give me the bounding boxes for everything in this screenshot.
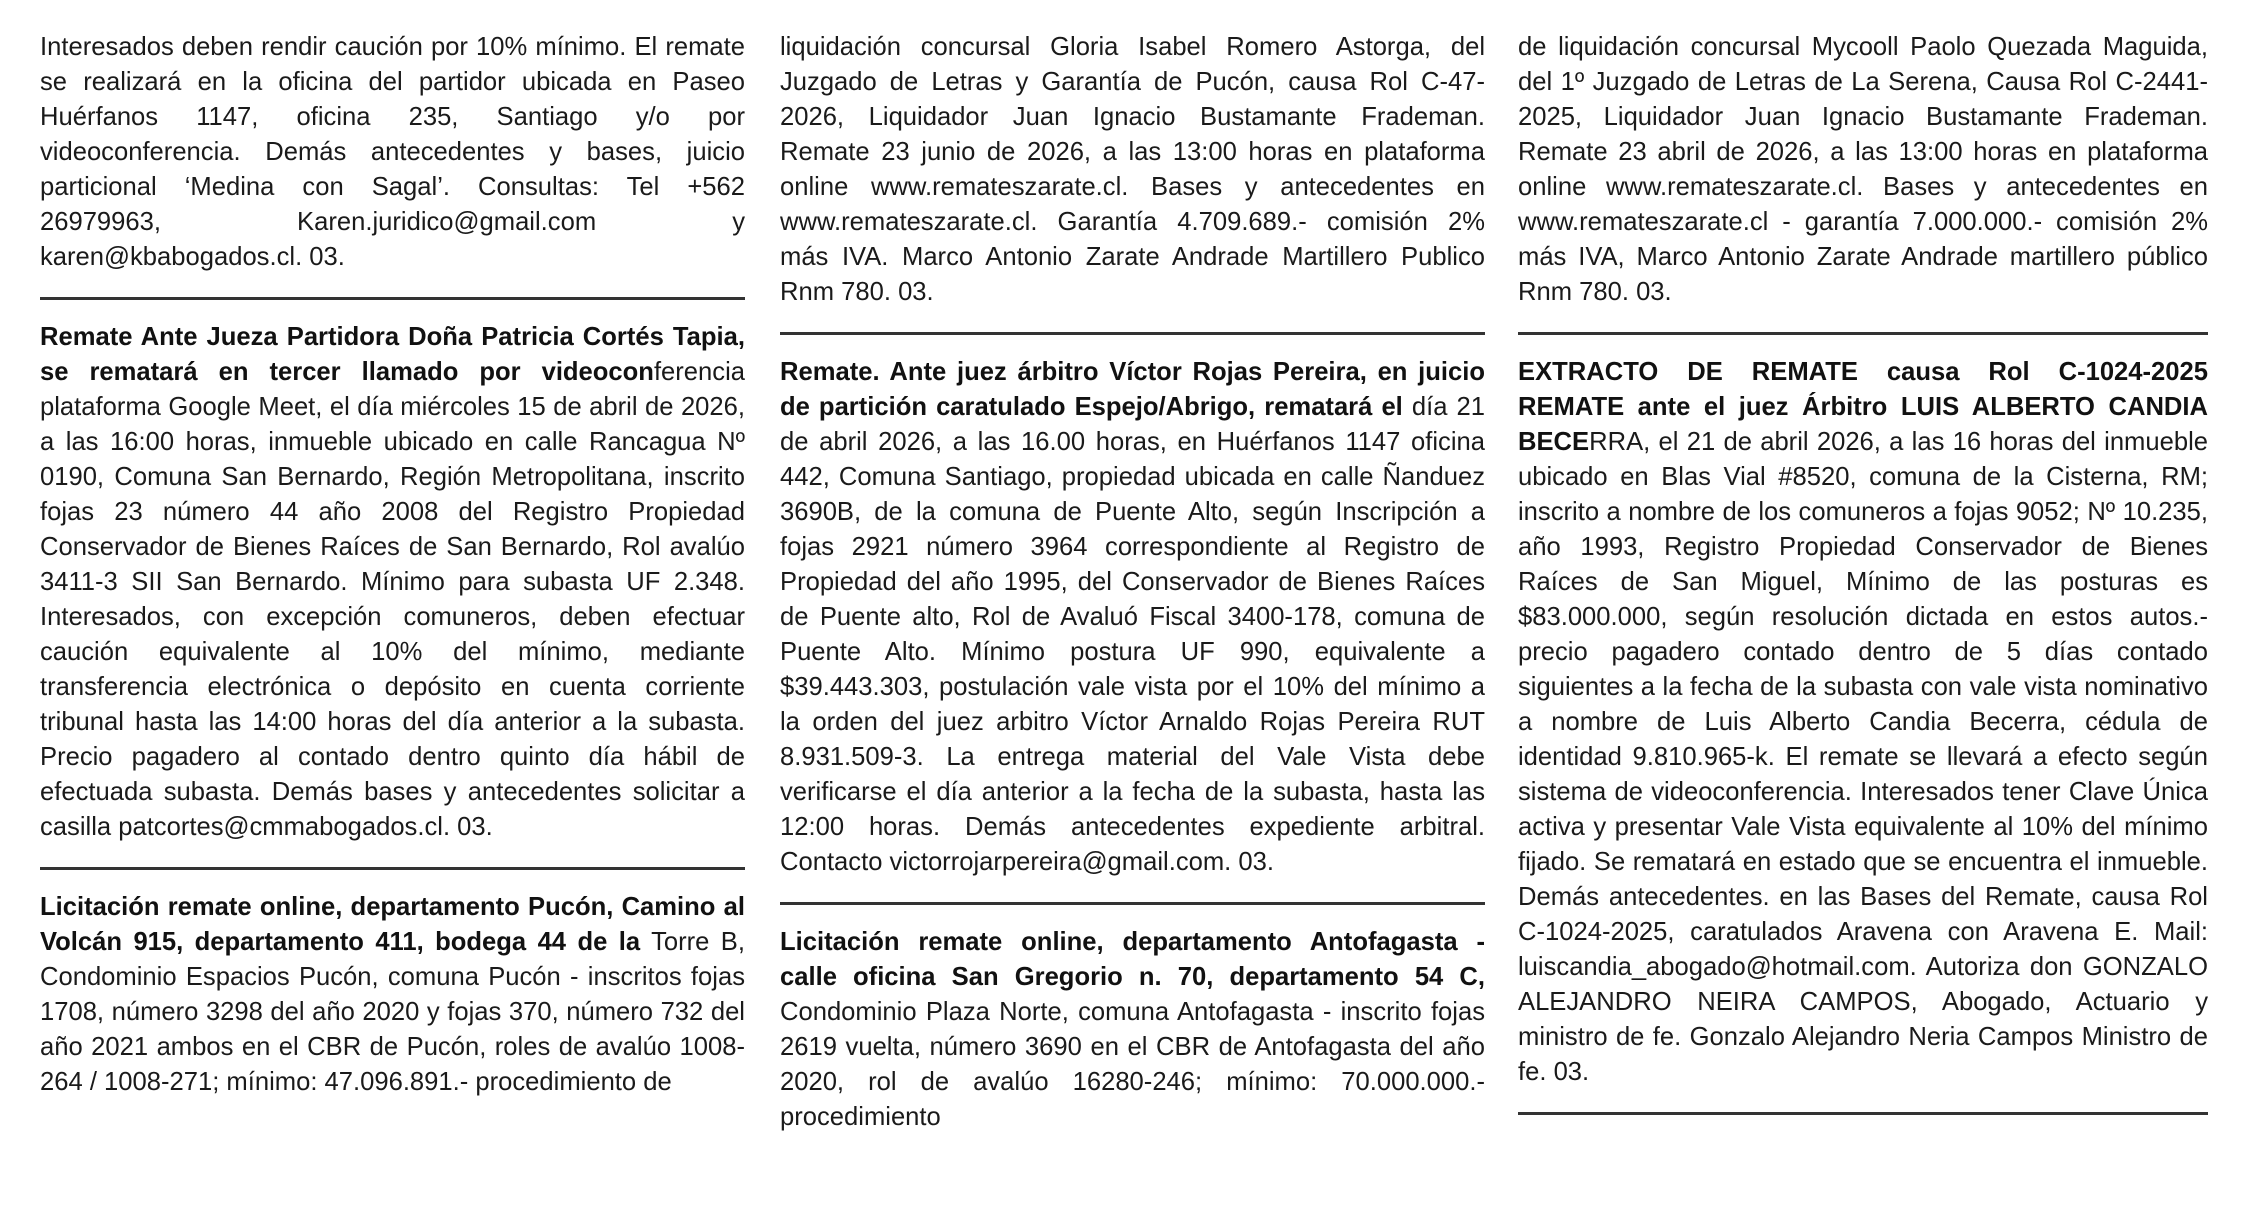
notice-cortes-tapia [40, 320, 745, 845]
notice-body: día 21 de abril 2026, a las 16.00 horas, en Huérfanos 1147 oficina 442, Comuna Santiago, propiedad ubicada en calle Ñanduez 3690B, de la comuna de Puente Alto, según Inscripción a fojas 2921 número 3964 correspondiente al Registro de Propiedad del año 1995, del Conservador de Bienes Raíces de Puente alto, Rol de Avaluó Fiscal 3400-178, comuna de Puente Alto. Mínimo postura UF 990, equivalente a $39.443.303, postulación vale vista por el 10% del mínimo a la orden del juez arbitro Víctor Arnaldo Rojas Pereira RUT 8.931.509-3. La entrega material del Vale Vista debe verificarse el día anterior a la fecha de la subasta, hasta las 12:00 horas. Demás antecedentes expediente arbitral. Contacto victorrojarpereira@gmail.com. 03. [780, 393, 1485, 876]
notice-body: Torre B, Condominio Espacios Pucón, comuna Pucón - inscritos fojas 1708, número 3298 del año 2020 y fojas 370, número 732 del año 2021 ambos en el CBR de Pucón, roles de avalúo 1008-264 / 1008-271; mínimo: 47.096.891.- procedimiento de [40, 928, 745, 1096]
column-3 [1518, 30, 2208, 1135]
notice-antofagasta [780, 925, 1485, 1135]
notice-body: Condominio Plaza Norte, comuna Antofagasta - inscrito fojas 2619 vuelta, número 3690 en el CBR de Antofagasta del año 2020, rol de avalúo 16280-246; mínimo: 70.000.000.- procedimiento [780, 998, 1485, 1131]
notice-candia-becerra [1518, 355, 2208, 1090]
divider [780, 902, 1485, 905]
notice-heading: Remate Ante Jueza Partidora Doña Patricia Cortés Tapia, se rematará en tercer llamado por videocon [40, 323, 745, 386]
notice-quezada-maguida [1518, 30, 2208, 310]
notice-romero-astorga [780, 30, 1485, 310]
column-1 [40, 30, 745, 1100]
notice-body: Interesados deben rendir caución por 10% mínimo. El remate se realizará en la oficina del partidor ubicada en Paseo Huérfanos 1147, oficina 235, Santiago y/o por videoconferencia. Demás antecedentes y bases, juicio particional ‘Medina con Sagal’. Consultas: Tel +562 26979963, Karen.juridico@gmail.com y karen@kbabogados.cl. 03. [40, 33, 745, 271]
notice-body: liquidación concursal Gloria Isabel Romero Astorga, del Juzgado de Letras y Garantía de Pucón, causa Rol C-47-2026, Liquidador Juan Ignacio Bustamante Frademan. Remate 23 junio de 2026, a las 13:00 horas en plataforma online www.remateszarate.cl. Bases y antecedentes en www.remateszarate.cl. Garantía 4.709.689.- comisión 2% más IVA. Marco Antonio Zarate Andrade Martillero Publico Rnm 780. 03. [780, 33, 1485, 306]
notice-body: de liquidación concursal Mycooll Paolo Quezada Maguida, del 1º Juzgado de Letras de La Serena, Causa Rol C-2441-2025, Liquidador Juan Ignacio Bustamante Frademan. Remate 23 abril de 2026, a las 13:00 horas en plataforma online www.remateszarate.cl. Bases y antecedentes en www.remateszarate.cl - garantía 7.000.000.- comisión 2% más IVA, Marco Antonio Zarate Andrade martillero público Rnm 780. 03. [1518, 33, 2208, 306]
divider [1518, 1112, 2208, 1115]
notice-body: RRA, el 21 de abril 2026, a las 16 horas del inmueble ubicado en Blas Vial #8520, comuna de la Cisterna, RM; inscrito a nombre de los comuneros a fojas 9052; Nº 10.235, año 1993, Registro Propiedad Conservador de Bienes Raíces de San Miguel, Mínimo de las posturas es $83.000.000, según resolución dictada en estos autos.- precio pagadero contado dentro de 5 días contado siguientes a la fecha de la subasta con vale vista nominativo a nombre de Luis Alberto Candia Becerra, cédula de identidad 9.810.965-k. El remate se llevará a efecto según sistema de videoconferencia. Interesados tener Clave Única activa y presentar Vale Vista equivalente al 10% del mínimo fijado. Se rematará en estado que se encuentra el inmueble. Demás antecedentes. en las Bases del Remate, causa Rol C-1024-2025, caratulados Aravena con Aravena E. Mail: luiscandia_abogado@hotmail.com. Autoriza don GONZALO ALEJANDRO NEIRA CAMPOS, Abogado, Actuario y ministro de fe. Gonzalo Alejandro Neria Campos Ministro de fe. 03. [1518, 428, 2208, 1086]
notice-body: ferencia plataforma Google Meet, el día miércoles 15 de abril de 2026, a las 16:00 horas, inmueble ubicado en calle Rancagua Nº 0190, Comuna San Bernardo, Región Metropolitana, inscrito fojas 23 número 44 año 2008 del Registro Propiedad Conservador de Bienes Raíces de San Bernardo, Rol avalúo 3411-3 SII San Bernardo. Mínimo para subasta UF 2.348. Interesados, con excepción comuneros, deben efectuar caución equivalente al 10% del mínimo, mediante transferencia electrónica o depósito en cuenta corriente tribunal hasta las 14:00 horas del día anterior a la subasta. Precio pagadero al contado dentro quinto día hábil de efectuada subasta. Demás bases y antecedentes solicitar a casilla patcortes@cmmabogados.cl. 03. [40, 358, 745, 841]
column-2 [780, 30, 1485, 1135]
notice-heading: Licitación remate online, departamento Antofagasta - calle oficina San Gregorio n. 70, departamento 54 C, [780, 928, 1485, 991]
notice-rojas-pereira [780, 355, 1485, 880]
notice-pucon [40, 890, 745, 1100]
divider [780, 332, 1485, 335]
divider [40, 297, 745, 300]
notice-heading: Remate. Ante juez árbitro Víctor Rojas Pereira, en juicio de partición caratulado Espejo/Abrigo, rematará el [780, 358, 1485, 421]
divider [40, 867, 745, 870]
divider [1518, 332, 2208, 335]
notice-medina-sagal [40, 30, 745, 275]
notice-heading: EXTRACTO DE REMATE causa Rol C-1024-2025 REMATE ante el juez Árbitro LUIS ALBERTO CANDIA BECE [1518, 358, 2208, 456]
notice-heading: Licitación remate online, departamento Pucón, Camino al Volcán 915, departamento 411, bodega 44 de la [40, 893, 745, 956]
